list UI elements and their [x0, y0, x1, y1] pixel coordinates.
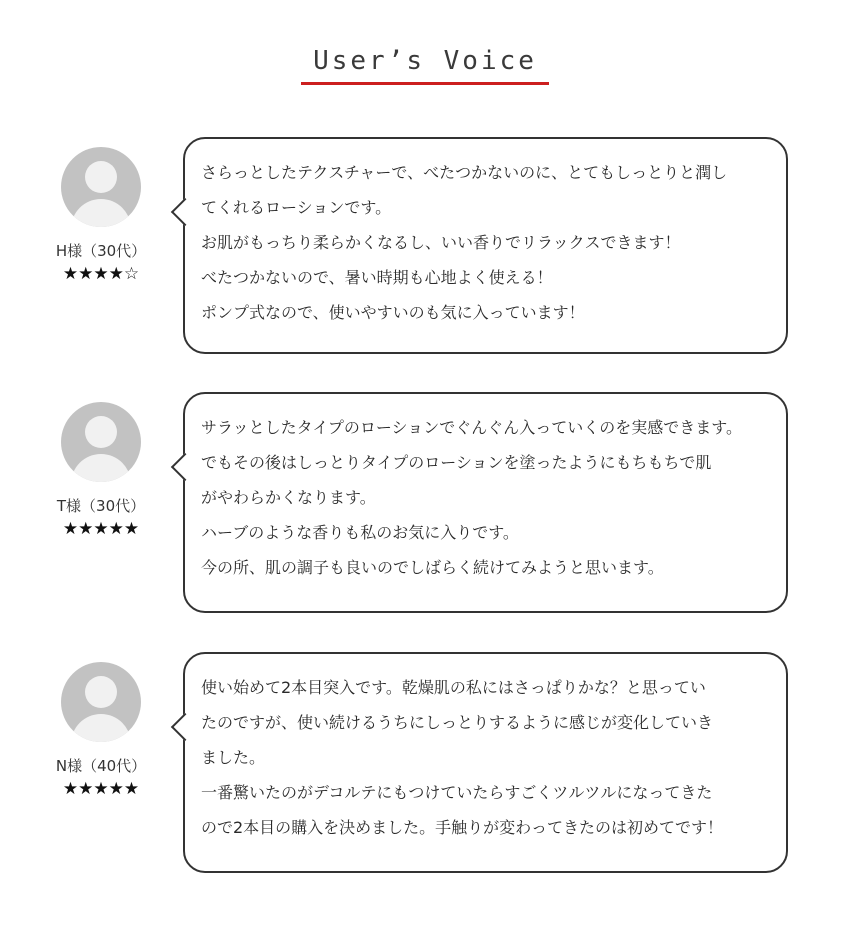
- star-rating: ★★★★★: [62, 519, 140, 539]
- reviewer-profile: [40, 662, 162, 799]
- review-text-line: ので2本目の購入を決めました。手触りが変わってきたのは初めてです！: [201, 818, 724, 837]
- review-text-line: 今の所、肌の調子も良いのでしばらく続けてみようと思います。: [201, 558, 664, 577]
- review-text-line: ポンプ式なので、使いやすいのも気に入っています！: [201, 303, 585, 322]
- review-text-line: さらっとしたテクスチャーで、べたつかないのに、とてもしっとりと潤し: [201, 163, 728, 182]
- user-avatar-icon: [61, 662, 141, 742]
- reviewer-name: T様（30代）: [56, 497, 146, 515]
- user-avatar-icon: [61, 147, 141, 227]
- review-text-line: てくれるローションです。: [201, 198, 392, 217]
- review-text-line: たのですが、使い続けるうちにしっとりするように感じが変化していき: [201, 713, 714, 732]
- section-heading: [0, 46, 850, 85]
- star-rating: ★★★★★: [62, 779, 140, 799]
- reviewer-profile: [40, 402, 162, 539]
- star-rating: ★★★★☆: [62, 264, 140, 284]
- review-text-line: がやわらかくなります。: [201, 488, 376, 507]
- bubble-tail: [171, 713, 199, 741]
- speech-bubble: [183, 137, 788, 354]
- review-text-line: べたつかないので、暑い時期も心地よく使える！: [201, 268, 553, 287]
- reviewer-name: N様（40代）: [55, 757, 147, 775]
- bubble-tail: [171, 198, 199, 226]
- reviewer-name: H様（30代）: [55, 242, 147, 260]
- bubble-tail: [171, 453, 199, 481]
- review-text-line: 使い始めて2本目突入です。乾燥肌の私にはさっぱりかな？と思ってい: [201, 678, 706, 697]
- review-text-line: サラッとしたタイプのローションでぐんぐん入っていくのを実感できます。: [201, 418, 742, 437]
- review-text-line: 一番驚いたのがデコルテにもつけていたらすごくツルツルになってきた: [201, 783, 713, 802]
- review-text-line: ハーブのような香りも私のお気に入りです。: [201, 523, 519, 542]
- speech-bubble: [183, 652, 788, 873]
- review-text-line: お肌がもっちり柔らかくなるし、いい香りでリラックスできます！: [201, 233, 681, 252]
- speech-bubble: [183, 392, 788, 613]
- heading-title: User’s Voice: [301, 46, 549, 85]
- review-text-line: でもその後はしっとりタイプのローションを塗ったようにもちもちで肌: [201, 453, 712, 472]
- user-avatar-icon: [61, 402, 141, 482]
- review-text-line: ました。: [201, 748, 266, 767]
- reviewer-profile: [40, 147, 162, 284]
